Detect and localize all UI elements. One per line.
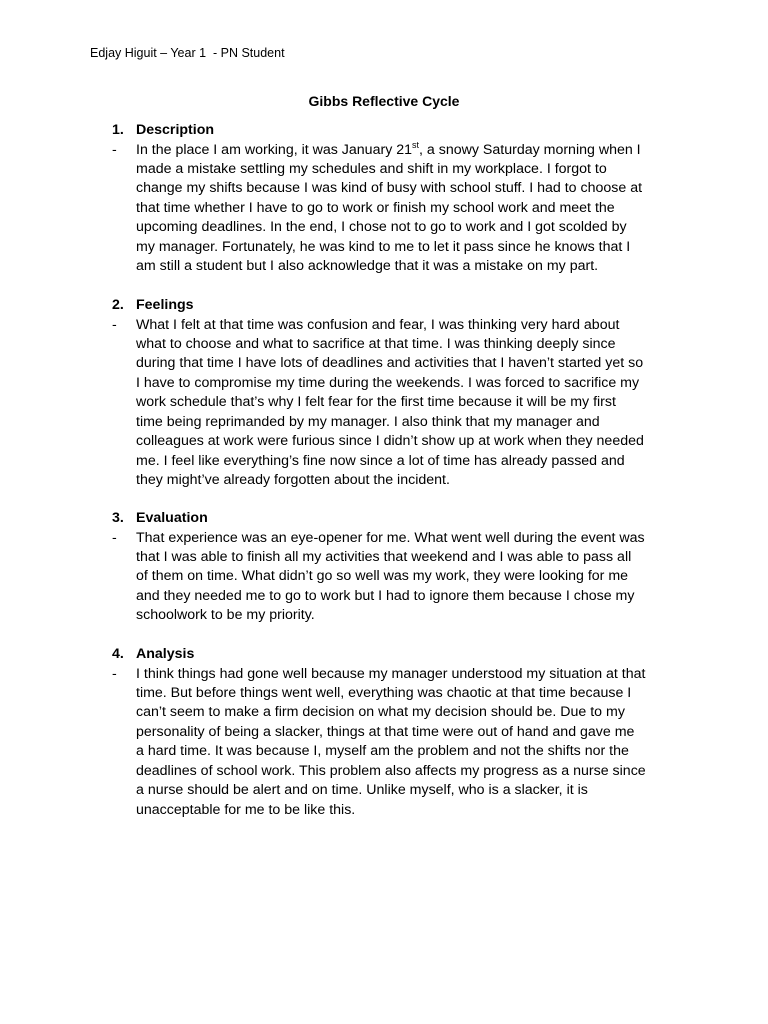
bullet-dash: - xyxy=(112,529,117,546)
section-number: 4. xyxy=(112,646,124,662)
paragraph-line: time being reprimanded by my manager. I also think that my manager and xyxy=(136,413,600,430)
section-heading-text: Description xyxy=(136,122,215,138)
line-text: , a snowy Saturday morning when I xyxy=(419,141,641,158)
paragraph xyxy=(136,141,682,277)
section-number: 1. xyxy=(112,122,124,138)
section-number: 2. xyxy=(112,297,124,313)
line-text: In the place I am working, it was January 21 xyxy=(136,141,413,158)
paragraph-line: change my shifts because I was kind of busy with school stuff. I had to choose at xyxy=(136,180,643,197)
section-heading xyxy=(112,296,682,316)
paragraph xyxy=(136,665,682,821)
document-title: Gibbs Reflective Cycle xyxy=(308,93,460,109)
paragraph-line xyxy=(136,141,682,160)
paragraph-line: me. I feel like everything’s fine now since a lot of time has already passed and xyxy=(136,452,625,469)
document-header: Edjay Higuit – Year 1 - PN Student xyxy=(90,46,285,60)
paragraph-line: colleagues at work were furious since I didn’t show up at work when they needed xyxy=(136,433,644,450)
section-heading xyxy=(112,645,682,665)
bullet-dash: - xyxy=(112,665,117,682)
paragraph-line: my manager. Fortunately, he was kind to me to let it pass since he knows that I xyxy=(136,238,631,255)
section-feelings xyxy=(112,296,682,491)
paragraph-line: I think things had gone well because my manager understood my situation at that xyxy=(136,665,646,682)
paragraph-line: deadlines of school work. This problem also affects my progress as a nurse since xyxy=(136,762,646,779)
paragraph-line: time. But before things went well, everything was chaotic at that time because I xyxy=(136,684,632,701)
paragraph-line: I have to compromise my time during the weekends. I was forced to sacrifice my xyxy=(136,374,640,391)
paragraph-line: can’t seem to make a firm decision on what my decision should be. Due to my xyxy=(136,704,625,721)
paragraph-line: during that time I have lots of deadlines and activities that I haven’t started yet so xyxy=(136,355,644,372)
paragraph xyxy=(136,316,682,491)
paragraph-line: a nurse should be alert and on time. Unlike myself, who is a slacker, it is xyxy=(136,782,588,799)
paragraph-line: personality of being a slacker, things at that time were out of hand and gave me xyxy=(136,723,635,740)
section-body xyxy=(112,141,682,277)
paragraph-line: am still a student but I also acknowledge that it was a mistake on my part. xyxy=(136,258,599,275)
section-heading-text: Analysis xyxy=(136,646,195,662)
section-heading-text: Feelings xyxy=(136,297,194,313)
bullet-dash: - xyxy=(112,316,117,333)
section-heading xyxy=(112,121,682,141)
paragraph-line: made a mistake settling my schedules and shift in my workplace. I forgot to xyxy=(136,160,607,177)
section-body xyxy=(112,529,682,626)
section-body xyxy=(112,665,682,821)
paragraph-line: and they needed me to go to work but I had to ignore them because I chose my xyxy=(136,587,635,604)
ordinal-suffix: st xyxy=(412,139,420,150)
paragraph-line: that I was able to finish all my activities that weekend and I was able to pass all xyxy=(136,548,632,565)
paragraph-line: That experience was an eye-opener for me. What went well during the event was xyxy=(136,529,645,546)
paragraph-line: of them on time. What didn’t go so well was my work, they were looking for me xyxy=(136,568,629,585)
paragraph-line: what to choose and what to sacrifice at that time. I was thinking deeply since xyxy=(136,335,616,352)
paragraph xyxy=(136,529,682,626)
section-analysis xyxy=(112,645,682,820)
paragraph-line: that time whether I have to go to work or finish my school work and meet the xyxy=(136,199,615,216)
section-description xyxy=(112,121,682,277)
paragraph-line: schoolwork to be my priority. xyxy=(136,607,315,624)
paragraph-line: unacceptable for me to be like this. xyxy=(136,801,356,818)
paragraph-line: they might’ve already forgotten about the incident. xyxy=(136,472,450,489)
paragraph-line: What I felt at that time was confusion and fear, I was thinking very hard about xyxy=(136,316,620,333)
paragraph-line: work schedule that’s why I felt fear for the first time because it will be my first xyxy=(136,394,616,411)
bullet-dash: - xyxy=(112,141,117,158)
section-body xyxy=(112,316,682,491)
paragraph-line: upcoming deadlines. In the end, I chose not to go to work and I got scolded by xyxy=(136,219,627,236)
section-evaluation xyxy=(112,509,682,626)
section-heading-text: Evaluation xyxy=(136,510,208,526)
section-number: 3. xyxy=(112,510,124,526)
section-heading xyxy=(112,509,682,529)
paragraph-line: a hard time. It was because I, myself am the problem and not the shifts nor the xyxy=(136,743,629,760)
